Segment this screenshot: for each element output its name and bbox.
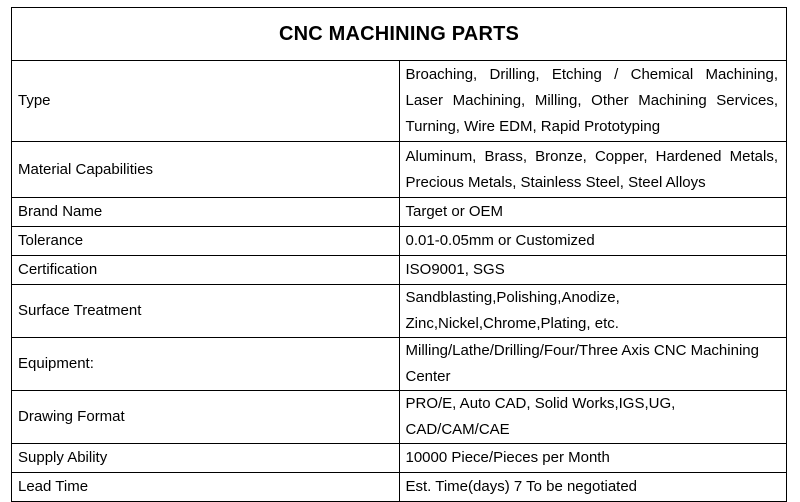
title-row: [12, 8, 787, 61]
table-row-material-capabilities: [12, 142, 787, 198]
table-row-drawing-format: [12, 391, 787, 444]
table-row-supply-ability: [12, 444, 787, 473]
row-value: Aluminum, Brass, Bronze, Copper, Hardened Metals, Precious Metals, Stainless Steel, Steel Alloys: [399, 142, 787, 198]
row-label: Material Capabilities: [12, 142, 400, 198]
table-title: CNC MACHINING PARTS: [12, 8, 787, 61]
row-value: 10000 Piece/Pieces per Month: [399, 444, 787, 473]
spec-table-body: [12, 8, 787, 502]
table-row-lead-time: [12, 473, 787, 502]
spec-table: [11, 7, 787, 502]
table-row-surface-treatment: [12, 285, 787, 338]
row-label: Equipment:: [12, 338, 400, 391]
table-row-tolerance: [12, 227, 787, 256]
row-value: PRO/E, Auto CAD, Solid Works,IGS,UG, CAD/CAM/CAE: [399, 391, 787, 444]
row-label: Surface Treatment: [12, 285, 400, 338]
row-value: Sandblasting,Polishing,Anodize, Zinc,Nickel,Chrome,Plating, etc.: [399, 285, 787, 338]
row-label: Type: [12, 61, 400, 142]
table-row-equipment: [12, 338, 787, 391]
row-label: Brand Name: [12, 198, 400, 227]
row-value: Broaching, Drilling, Etching / Chemical Machining, Laser Machining, Milling, Other Machining Services, Turning, Wire EDM, Rapid Prototyping: [399, 61, 787, 142]
table-row-certification: [12, 256, 787, 285]
row-value: Est. Time(days) 7 To be negotiated: [399, 473, 787, 502]
table-row-brand-name: [12, 198, 787, 227]
row-label: Tolerance: [12, 227, 400, 256]
row-value: ISO9001, SGS: [399, 256, 787, 285]
row-label: Lead Time: [12, 473, 400, 502]
row-label: Certification: [12, 256, 400, 285]
row-value: 0.01-0.05mm or Customized: [399, 227, 787, 256]
table-row-type: [12, 61, 787, 142]
row-value: Milling/Lathe/Drilling/Four/Three Axis CNC Machining Center: [399, 338, 787, 391]
row-value: Target or OEM: [399, 198, 787, 227]
row-label: Supply Ability: [12, 444, 400, 473]
row-label: Drawing Format: [12, 391, 400, 444]
